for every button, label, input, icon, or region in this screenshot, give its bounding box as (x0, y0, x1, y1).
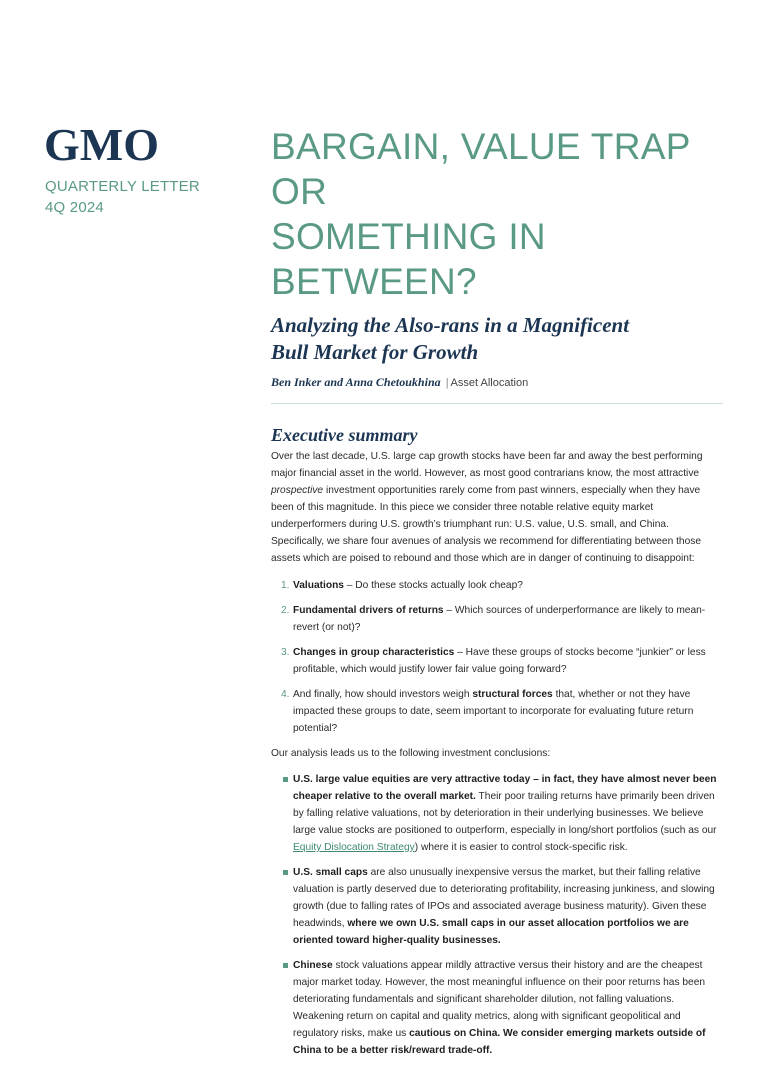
list-item (271, 602, 723, 636)
gmo-logo: GMO (44, 119, 159, 170)
list-item (271, 771, 723, 856)
divider (271, 403, 723, 404)
list-number: 3. (281, 647, 290, 658)
list-item (271, 957, 723, 1059)
quarter-label: 4Q 2024 (45, 199, 104, 216)
page-subtitle (271, 312, 723, 366)
intro-emphasis: prospective (271, 485, 324, 496)
title-line-2: SOMETHING IN BETWEEN? (271, 216, 546, 302)
section-heading: Executive summary (271, 425, 418, 445)
analysis-questions-list (271, 577, 723, 737)
list-item-bold: Fundamental drivers of returns (293, 605, 444, 616)
conclusion-text: stock valuations appear mildly attractive versus their history and are the cheapest major market today. However, the most meaningful influence on their poor returns has been deteriorating fundamentals and significant shareholder dilution, not falling valuations. Weakening return on capital and quality metrics, along with significant geopolitical and regulatory risks, make us (293, 960, 706, 1039)
list-number: 1. (281, 580, 290, 591)
letter-type-label: QUARTERLY LETTER (45, 178, 200, 195)
conclusion-text: ) where it is easier to control stock-specific risk. (414, 842, 628, 853)
conclusions-intro: Our analysis leads us to the following investment conclusions: (271, 748, 551, 759)
bullet-icon (283, 777, 288, 782)
byline-separator: | (445, 377, 449, 389)
conclusion-bold: Chinese (293, 960, 333, 971)
byline (271, 375, 723, 390)
subtitle-line-2: Bull Market for Growth (271, 340, 479, 364)
title-line-1: BARGAIN, VALUE TRAP OR (271, 126, 691, 212)
list-item (271, 577, 723, 594)
list-item-text: – Which sources of underperformance are likely to mean-revert (or not)? (293, 605, 706, 633)
category: Asset Allocation (450, 377, 529, 389)
conclusions-list (271, 771, 723, 1059)
list-item (271, 644, 723, 678)
page-title (271, 124, 723, 304)
bullet-icon (283, 963, 288, 968)
equity-dislocation-link[interactable]: Equity Dislocation Strategy (293, 842, 415, 853)
conclusion-bold: cautious on China. We consider emerging markets outside of China to be a better risk/reward trade-off. (293, 1028, 706, 1056)
list-number: 2. (281, 605, 290, 616)
main-content (271, 124, 723, 1067)
list-item-bold: Valuations (293, 580, 344, 591)
intro-text-2: investment opportunities rarely come from past winners, especially when they have been of this magnitude. In this piece we consider three notable relative equity market underperformers during U.S. growth’s triumphant run: U.S. value, U.S. small, and China. Specifically, we share four avenues of analysis we recommend for differentiating between those assets which are poised to rebound and those which are in danger of continuing to disappoint: (271, 485, 701, 564)
conclusion-text: are also unusually inexpensive versus the market, but their falling relative valuation is partly deserved due to deteriorating profitability, increasing junkiness, and slowing growth (due to falling rates of IPOs and associated average business maturity). Given these headwinds, (293, 867, 715, 929)
conclusion-bold: U.S. large value equities are very attractive today – in fact, they have almost never been cheaper relative to the overall market. (293, 774, 717, 802)
intro-text-1: Over the last decade, U.S. large cap growth stocks have been far and away the best performing major financial asset in the world. However, as most good contrarians know, the most attractive (271, 451, 703, 479)
list-item (271, 864, 723, 949)
conclusion-text: Their poor trailing returns have primarily been driven by falling relative valuations, not by deterioration in their underlying businesses. We believe large value stocks are positioned to outperform, especially in long/short portfolios (such as our (293, 791, 717, 836)
subtitle-line-1: Analyzing the Also-rans in a Magnificent (271, 313, 630, 337)
bullet-icon (283, 870, 288, 875)
list-item-bold: Changes in group characteristics (293, 647, 455, 658)
authors: Ben Inker and Anna Chetoukhina (271, 375, 441, 389)
list-item-bold: structural forces (472, 689, 553, 700)
list-item-text: that, whether or not they have impacted these groups to date, seem important to incorporate for evaluating future return potential? (293, 689, 694, 734)
intro-paragraph (271, 448, 723, 567)
letter-type (45, 176, 200, 218)
list-number: 4. (281, 689, 290, 700)
list-item-pre: And finally, how should investors weigh (293, 689, 473, 700)
list-item-text: – Have these groups of stocks become “junkier” or less profitable, which would justify lower fair value going forward? (293, 647, 706, 675)
list-item (271, 686, 723, 737)
conclusion-bold: where we own U.S. small caps in our asset allocation portfolios we are oriented toward higher-quality businesses. (293, 918, 689, 946)
list-item-text: – Do these stocks actually look cheap? (343, 580, 523, 591)
conclusion-bold: U.S. small caps (293, 867, 368, 878)
